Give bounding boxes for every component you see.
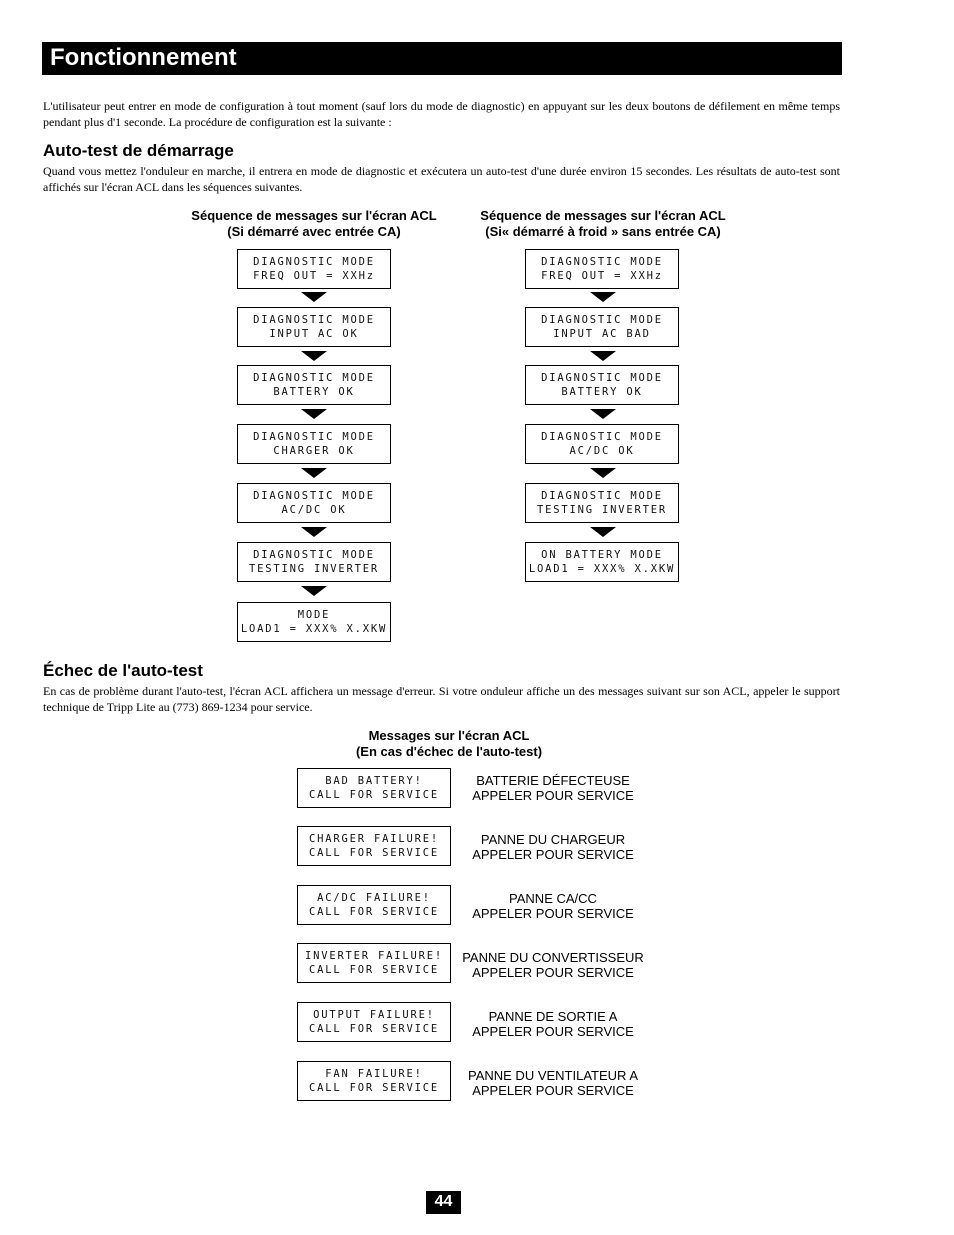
lcd-line-1: FAN FAILURE! xyxy=(325,1068,423,1080)
lcd-line-1: DIAGNOSTIC MODE xyxy=(541,431,663,443)
failure-heading: Échec de l'auto-test xyxy=(43,661,203,680)
failure-description-line-1: PANNE DU CONVERTISSEUR xyxy=(462,950,644,965)
failure-description-line-2: APPELER POUR SERVICE xyxy=(472,788,634,803)
failure-description-line-1: PANNE CA/CC xyxy=(509,891,597,906)
lcd-line-2: FREQ OUT = XXHz xyxy=(253,270,375,282)
lcd-screen xyxy=(525,307,679,347)
down-arrow-icon xyxy=(301,409,327,419)
lcd-line-2: LOAD1 = XXX% X.XKW xyxy=(528,563,676,575)
lcd-screen xyxy=(525,542,679,582)
failure-description-line-2: APPELER POUR SERVICE xyxy=(472,906,634,921)
startup-test-heading: Auto-test de démarrage xyxy=(43,141,234,160)
page-number: 44 xyxy=(426,1191,461,1214)
down-arrow-icon xyxy=(301,586,327,596)
lcd-screen xyxy=(237,249,391,289)
sequence-with-ac-caption xyxy=(170,208,458,240)
down-arrow-icon xyxy=(301,351,327,361)
lcd-line-1: CHARGER FAILURE! xyxy=(309,833,439,845)
down-arrow-icon xyxy=(301,292,327,302)
lcd-line-2: CALL FOR SERVICE xyxy=(309,789,439,801)
lcd-line-2: BATTERY OK xyxy=(273,386,355,398)
lcd-line-2: FREQ OUT = XXHz xyxy=(541,270,663,282)
lcd-line-1: DIAGNOSTIC MODE xyxy=(253,431,375,443)
failure-description-line-2: APPELER POUR SERVICE xyxy=(472,847,634,862)
lcd-screen xyxy=(297,943,451,983)
failure-description xyxy=(453,891,653,921)
caption-line-2: (En cas d'échec de l'auto-test) xyxy=(355,744,543,759)
lcd-screen xyxy=(297,768,451,808)
failure-description-line-2: APPELER POUR SERVICE xyxy=(472,1083,634,1098)
lcd-line-2: LOAD1 = XXX% X.XKW xyxy=(240,623,388,635)
lcd-line-2: CALL FOR SERVICE xyxy=(309,847,439,859)
failure-description-line-1: PANNE DU VENTILATEUR A xyxy=(468,1068,638,1083)
lcd-line-2: BATTERY OK xyxy=(561,386,643,398)
lcd-line-1: MODE xyxy=(297,609,331,621)
lcd-line-1: DIAGNOSTIC MODE xyxy=(253,549,375,561)
lcd-line-2: TESTING INVERTER xyxy=(537,504,667,516)
lcd-line-1: DIAGNOSTIC MODE xyxy=(253,256,375,268)
failure-description xyxy=(453,950,653,980)
lcd-screen xyxy=(237,542,391,582)
down-arrow-icon xyxy=(301,527,327,537)
failure-description-line-1: PANNE DU CHARGEUR xyxy=(480,832,626,847)
down-arrow-icon xyxy=(590,409,616,419)
failure-description-line-2: APPELER POUR SERVICE xyxy=(472,965,634,980)
lcd-line-2: INPUT AC BAD xyxy=(553,328,651,340)
failure-description xyxy=(453,1009,653,1039)
lcd-screen xyxy=(237,424,391,464)
caption-line-1: Messages sur l'écran ACL xyxy=(368,728,530,743)
down-arrow-icon xyxy=(590,468,616,478)
caption-line-2: (Si démarré avec entrée CA) xyxy=(227,224,401,239)
caption-line-1: Séquence de messages sur l'écran ACL xyxy=(480,208,726,223)
section-title: Fonctionnement xyxy=(50,44,237,71)
lcd-line-1: DIAGNOSTIC MODE xyxy=(541,256,663,268)
lcd-screen xyxy=(237,483,391,523)
lcd-line-1: DIAGNOSTIC MODE xyxy=(541,490,663,502)
lcd-screen xyxy=(237,307,391,347)
sequence-cold-start-caption xyxy=(459,208,747,240)
lcd-screen xyxy=(525,365,679,405)
lcd-screen xyxy=(525,424,679,464)
down-arrow-icon xyxy=(301,468,327,478)
lcd-screen xyxy=(525,483,679,523)
lcd-screen xyxy=(297,1002,451,1042)
failure-description xyxy=(453,832,653,862)
failure-description-line-2: APPELER POUR SERVICE xyxy=(472,1024,634,1039)
lcd-line-1: DIAGNOSTIC MODE xyxy=(541,372,663,384)
lcd-line-1: DIAGNOSTIC MODE xyxy=(253,490,375,502)
caption-line-2: (Si« démarré à froid » sans entrée CA) xyxy=(485,224,721,239)
lcd-line-2: AC/DC OK xyxy=(569,445,635,457)
down-arrow-icon xyxy=(590,351,616,361)
lcd-line-1: DIAGNOSTIC MODE xyxy=(253,372,375,384)
lcd-line-2: CALL FOR SERVICE xyxy=(309,906,439,918)
lcd-screen xyxy=(237,602,391,642)
failure-description xyxy=(453,773,653,803)
lcd-line-1: AC/DC FAILURE! xyxy=(317,892,431,904)
lcd-line-1: DIAGNOSTIC MODE xyxy=(541,314,663,326)
lcd-line-1: ON BATTERY MODE xyxy=(541,549,663,561)
lcd-screen xyxy=(237,365,391,405)
lcd-screen xyxy=(297,826,451,866)
lcd-line-1: BAD BATTERY! xyxy=(325,775,423,787)
startup-test-paragraph: Quand vous mettez l'onduleur en marche, il entrera en mode de diagnostic et exécutera un auto-test d'une durée environ 15 secondes. Les résultats de auto-test sont affichés sur l'écran ACL dans les séquences suivantes. xyxy=(43,164,840,194)
lcd-line-2: CHARGER OK xyxy=(273,445,355,457)
lcd-line-2: TESTING INVERTER xyxy=(249,563,379,575)
failure-description-line-1: BATTERIE DÉFECTEUSE xyxy=(476,773,630,788)
lcd-line-2: INPUT AC OK xyxy=(269,328,359,340)
lcd-screen xyxy=(525,249,679,289)
lcd-line-2: CALL FOR SERVICE xyxy=(309,1082,439,1094)
lcd-screen xyxy=(297,885,451,925)
lcd-line-2: CALL FOR SERVICE xyxy=(309,964,439,976)
failure-description-line-1: PANNE DE SORTIE A xyxy=(488,1009,618,1024)
lcd-line-1: OUTPUT FAILURE! xyxy=(313,1009,435,1021)
lcd-line-2: CALL FOR SERVICE xyxy=(309,1023,439,1035)
failure-description xyxy=(453,1068,653,1098)
lcd-line-1: DIAGNOSTIC MODE xyxy=(253,314,375,326)
down-arrow-icon xyxy=(590,292,616,302)
intro-paragraph: L'utilisateur peut entrer en mode de configuration à tout moment (sauf lors du mode de diagnostic) en appuyant sur les deux boutons de défilement en même temps pendant plus d'1 seconde. La procédure de configuration est la suivante : xyxy=(43,99,840,129)
failure-caption xyxy=(305,728,593,760)
down-arrow-icon xyxy=(590,527,616,537)
failure-paragraph: En cas de problème durant l'auto-test, l'écran ACL affichera un message d'erreur. Si votre onduleur affiche un des messages suivant sur son ACL, appeler le support technique de Tripp Lite au (773) 869-1234 pour service. xyxy=(43,684,840,714)
lcd-line-1: INVERTER FAILURE! xyxy=(304,950,444,962)
lcd-screen xyxy=(297,1061,451,1101)
section-title-bar xyxy=(42,42,842,75)
caption-line-1: Séquence de messages sur l'écran ACL xyxy=(191,208,437,223)
lcd-line-2: AC/DC OK xyxy=(281,504,347,516)
